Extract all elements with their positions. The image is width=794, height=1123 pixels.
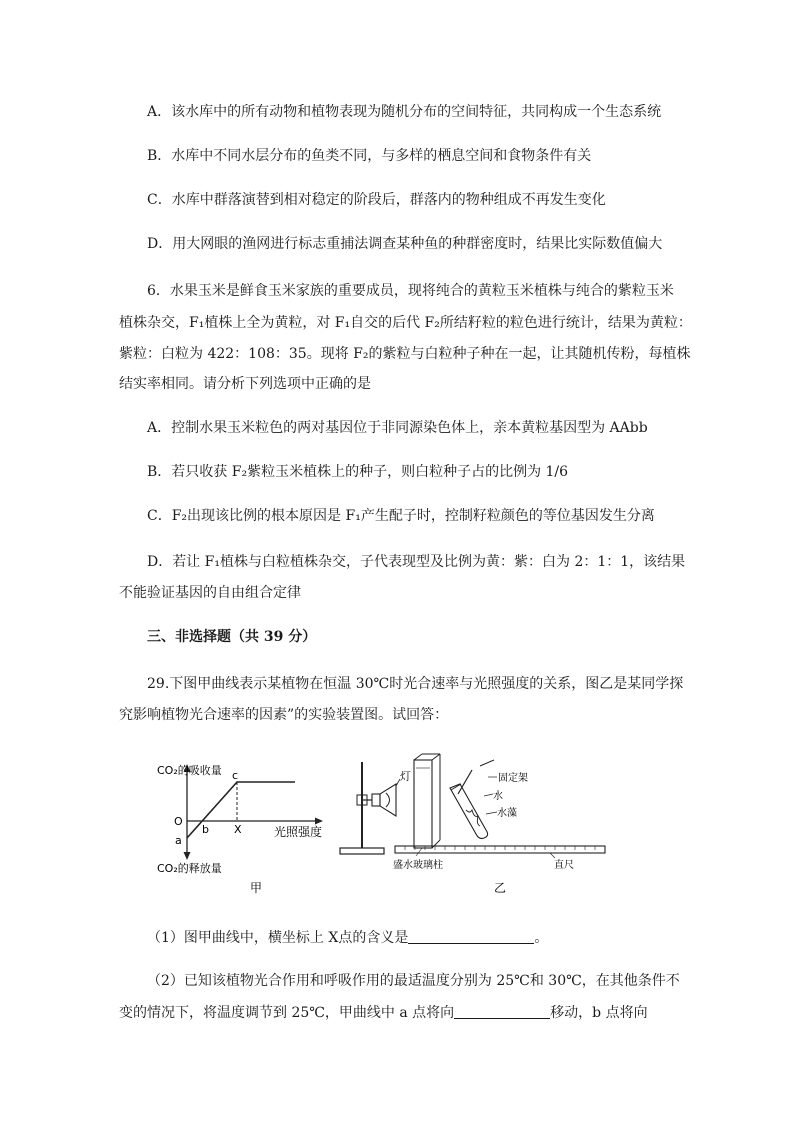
figure-yi	[340, 754, 605, 895]
q5-option-d: D．用大网眼的渔网进行标志重捕法调查某种鱼的种群密度时，结果比实际数值偏大	[147, 236, 663, 252]
point-x-label: X	[234, 823, 242, 836]
q5-option-c: C．水库中群落演替到相对稳定的阶段后，群落内的物种组成不再发生变化	[147, 192, 606, 208]
q29-sub2-line2	[119, 1003, 648, 1023]
section-title: 三、非选择题（共 39 分）	[147, 629, 317, 645]
column-label: 盛水玻璃柱	[393, 860, 443, 871]
x-axis-label: 光照强度	[274, 825, 323, 839]
q6-option-d-line2: 不能验证基因的自由组合定律	[119, 585, 301, 601]
experiment-figure	[150, 752, 620, 902]
stand-clip	[480, 760, 494, 766]
origin-label: O	[174, 815, 183, 828]
q29-sub2-text-a: 变的情况下，将温度调节到 25℃，甲曲线中 a 点将向	[119, 1005, 455, 1021]
lamp-label: 灯	[400, 770, 411, 783]
q5-option-b: B．水库中不同水层分布的鱼类不同，与多样的栖息空间和食物条件有关	[147, 148, 592, 164]
q29-sub1-answer-blank[interactable]	[408, 929, 534, 944]
q6-option-d-line1: D．若让 F₁植株与白粒植株杂交，子代表现型及比例为黄：紫：白为 2：1：1，该结果	[147, 554, 686, 570]
q6-stem-line4: 结实率相同。请分析下列选项中正确的是	[119, 376, 371, 392]
water-label: 水	[493, 791, 503, 802]
q5-option-a: A．该水库中的所有动物和植物表现为随机分布的空间特征，共同构成一个生态系统	[147, 104, 662, 120]
q29-sub2-answer-blank[interactable]	[454, 1004, 550, 1019]
q6-stem-line2: 植株杂交，F₁植株上全为黄粒，对 F₁自交的后代 F₂所结籽粒的粒色进行统计，结果为黄粒：	[119, 315, 692, 331]
caption-yi: 乙	[494, 881, 507, 895]
y-axis-arrow-down	[184, 852, 191, 860]
caption-jia: 甲	[250, 881, 263, 895]
point-a-label: a	[175, 834, 182, 847]
q29-sub2-text-b: 移动，b 点将向	[550, 1005, 648, 1021]
point-c-label: c	[232, 769, 239, 782]
q6-option-c: C．F₂出现该比例的根本原因是 F₁产生配子时，控制籽粒颜色的等位基因发生分离	[147, 508, 655, 524]
q29-sub1-end: 。	[534, 930, 549, 946]
y-axis-top-label: CO₂的吸收量	[157, 764, 222, 777]
stand-base	[340, 848, 384, 854]
q29-stem-line1: 29.下图甲曲线表示某植物在恒温 30℃时光合速率与光照强度的关系，图乙是某同学探	[147, 676, 684, 692]
ruler-label: 直尺	[554, 860, 574, 871]
x-axis-arrow	[315, 818, 323, 825]
point-b-label: b	[202, 823, 209, 836]
q29-sub2-line1: （2）已知该植物光合作用和呼吸作用的最适温度分别为 25℃和 30℃，在其他条件不	[147, 973, 680, 989]
q6-stem-line1: 6．水果玉米是鲜食玉米家族的重要成员，现将纯合的黄粒玉米植株与纯合的紫粒玉米	[147, 283, 674, 299]
test-tube	[450, 760, 494, 839]
alga-label: 水藻	[497, 808, 517, 819]
q29-sub1-text: （1）图甲曲线中，横坐标上 X点的含义是	[147, 930, 409, 946]
q6-option-b: B．若只收获 F₂紫粒玉米植株上的种子，则白粒种子占的比例为 1/6	[147, 464, 569, 480]
stand-rod	[458, 770, 472, 794]
q6-stem-line3: 紫粒：白粒为 422：108：35。现将 F₂的紫粒与白粒种子种在一起，让其随机传粉，每植株	[119, 346, 691, 362]
ruler	[395, 846, 605, 853]
q29-stem-line2: 究影响植物光合速率的因素”的实验装置图。试回答：	[119, 707, 449, 723]
lamp-icon	[372, 784, 396, 816]
y-axis-bottom-label: CO₂的释放量	[157, 862, 222, 875]
q29-sub1	[147, 928, 548, 948]
alga-icon	[466, 810, 480, 826]
glass-column	[414, 754, 440, 848]
q6-option-a: A．控制水果玉米粒色的两对基因位于非同源染色体上，亲本黄粒基因型为 AAbb	[147, 420, 648, 436]
figure-jia	[157, 763, 323, 895]
stand-label: 固定架	[498, 773, 528, 784]
